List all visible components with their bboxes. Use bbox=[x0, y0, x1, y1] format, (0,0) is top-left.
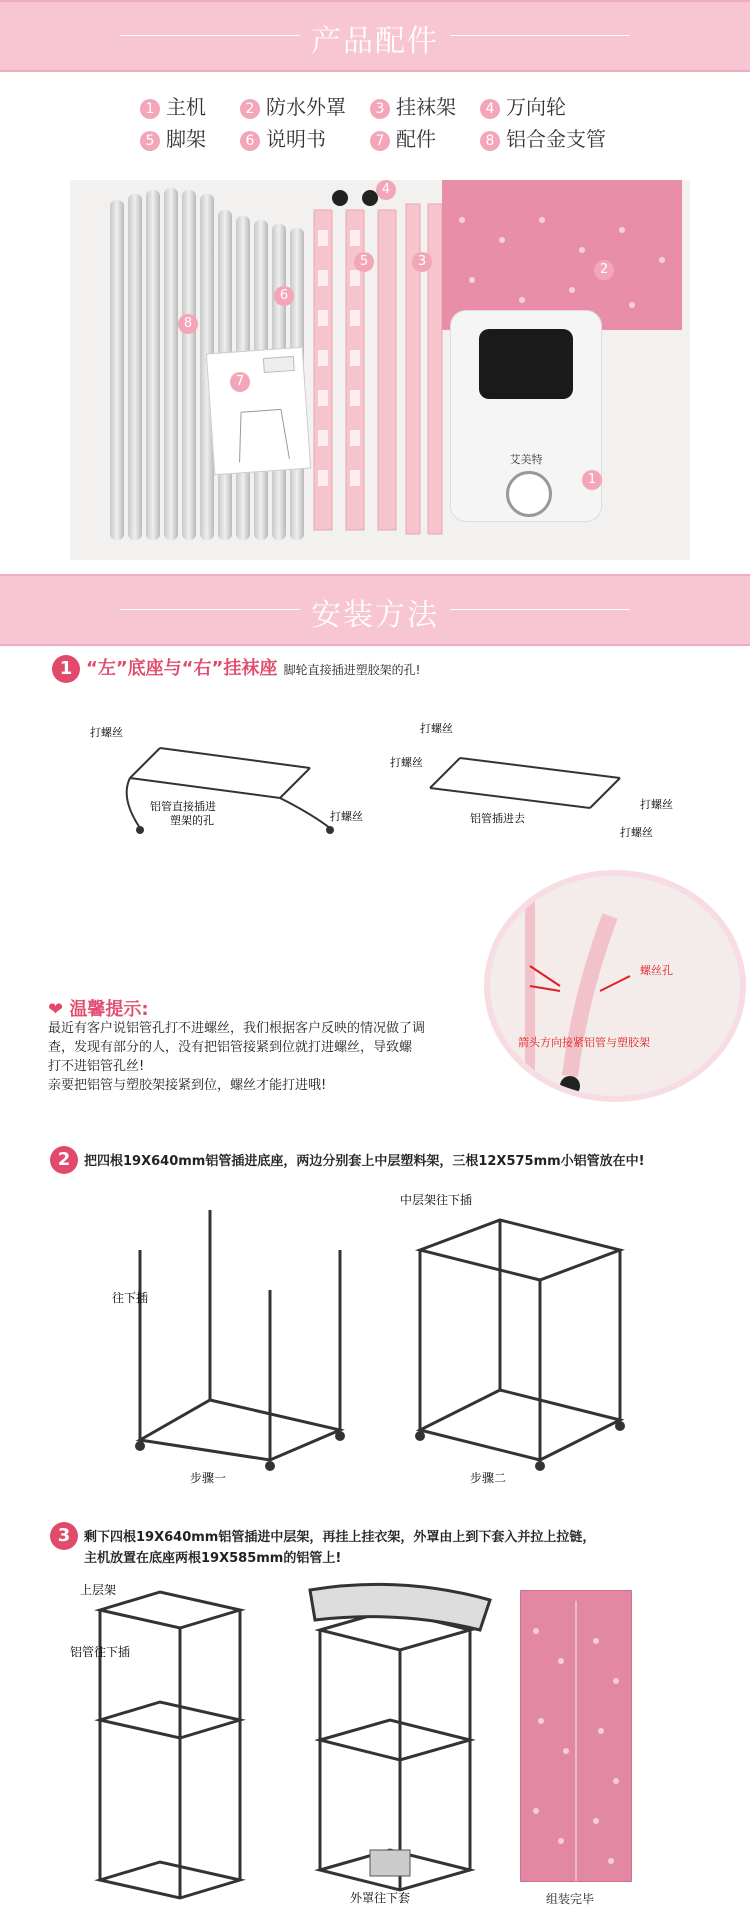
manual-drawing bbox=[207, 348, 310, 474]
parts-photo bbox=[70, 180, 690, 560]
label-pipe-hole: 塑架的孔 bbox=[170, 814, 214, 827]
part-1: 1 主机 bbox=[140, 94, 206, 120]
part-5: 5 脚架 bbox=[140, 126, 206, 152]
label-arrow-note: 箭头方向接紧铝管与塑胶架 bbox=[518, 1036, 650, 1049]
tag-7: 7 bbox=[230, 372, 250, 392]
tip-line: 打不进铝管孔丝! bbox=[48, 1059, 145, 1074]
label-mid-shelf: 中层架往下插 bbox=[400, 1193, 473, 1207]
brand-logo: 艾美特 bbox=[509, 453, 543, 466]
tip-line: 亲要把铝管与塑胶架接紧到位，螺丝才能打进哦! bbox=[48, 1078, 327, 1093]
banner-rule-right bbox=[450, 609, 630, 610]
label-step-two: 步骤二 bbox=[470, 1471, 507, 1485]
tag-4: 4 bbox=[376, 180, 396, 200]
closeup-drawing bbox=[490, 876, 740, 1096]
wardrobe-pattern bbox=[521, 1591, 631, 1881]
step3-text: 3 剩下四根19X640mm铝管插进中层架，再挂上挂衣架，外罩由上到下套入并拉上拉链， 主机放置在底座两根19X585mm的铝管上! bbox=[50, 1522, 730, 1568]
aluminum-tube bbox=[128, 194, 142, 540]
tag-5: 5 bbox=[354, 252, 374, 272]
cover-pattern bbox=[442, 180, 682, 330]
tag-8: 8 bbox=[178, 314, 198, 334]
tip-line: 最近有客户说铝管孔打不进螺丝，我们根据客户反映的情况做了调 bbox=[48, 1021, 426, 1036]
heart-icon: ❤ bbox=[48, 999, 70, 1020]
label-screw: 打螺丝 bbox=[620, 826, 653, 839]
tip-box bbox=[48, 1000, 488, 1095]
waterproof-cover bbox=[442, 180, 682, 330]
tag-3: 3 bbox=[412, 252, 432, 272]
finished-wardrobe bbox=[520, 1590, 632, 1882]
step3-line2: 主机放置在底座两根19X585mm的铝管上! bbox=[84, 1551, 342, 1566]
label-screw: 打螺丝 bbox=[90, 726, 123, 739]
step3-diagram-cover bbox=[300, 1580, 500, 1910]
part-8: 8 铝合金支管 bbox=[480, 126, 606, 152]
step2-diagram-one bbox=[110, 1190, 370, 1490]
label-done: 组装完毕 bbox=[546, 1892, 595, 1906]
tag-2: 2 bbox=[594, 260, 614, 280]
step1-title: 1 “左”底座与“右”挂袜座 脚轮直接插进塑胶架的孔! bbox=[52, 654, 420, 683]
label-screw: 打螺丝 bbox=[420, 722, 453, 735]
section-banner-install bbox=[0, 574, 750, 646]
label-step-one: 步骤一 bbox=[190, 1471, 227, 1485]
heater-vent bbox=[479, 329, 573, 399]
tag-6: 6 bbox=[274, 286, 294, 306]
step1-diagram-right bbox=[390, 718, 710, 848]
aluminum-tube bbox=[110, 200, 124, 540]
tip-heading: ❤ 温馨提示: bbox=[48, 999, 149, 1020]
section-title-install: 安装方法 bbox=[311, 598, 439, 633]
label-screw: 打螺丝 bbox=[640, 798, 673, 811]
label-top-shelf: 上层架 bbox=[80, 1583, 117, 1597]
step2-diagram-two bbox=[400, 1190, 650, 1490]
tag-1: 1 bbox=[582, 470, 602, 490]
label-pipe-insert: 铝管直接插进 bbox=[150, 800, 216, 813]
section-title-parts: 产品配件 bbox=[311, 24, 439, 59]
label-pipe-down: 铝管往下插 bbox=[70, 1645, 131, 1659]
label-screw: 打螺丝 bbox=[390, 756, 423, 769]
label-pipe-in: 铝管插进去 bbox=[470, 812, 525, 825]
step3-diagram-frame bbox=[70, 1580, 290, 1910]
aluminum-tube bbox=[146, 190, 160, 540]
label-down-insert: 往下插 bbox=[112, 1291, 149, 1305]
step2-text: 2 把四根19X640mm铝管插进底座，两边分别套上中层塑料架，三根12X575mm小铝管放在中! bbox=[50, 1146, 730, 1174]
label-screw-hole: 螺丝孔 bbox=[640, 964, 673, 977]
aluminum-tube bbox=[164, 188, 178, 540]
label-screw: 打螺丝 bbox=[330, 810, 363, 823]
step1-diagram-left bbox=[90, 718, 390, 848]
banner-rule-right bbox=[450, 35, 630, 36]
part-3: 3 挂袜架 bbox=[370, 94, 456, 120]
label-cover-down: 外罩往下套 bbox=[350, 1891, 411, 1905]
host-unit bbox=[450, 310, 602, 522]
aluminum-tube bbox=[182, 190, 196, 540]
section-banner-parts bbox=[0, 0, 750, 72]
part-6: 6 说明书 bbox=[240, 126, 326, 152]
part-2: 2 防水外罩 bbox=[240, 94, 346, 120]
plastic-frames bbox=[310, 190, 450, 550]
timer-knob bbox=[506, 471, 552, 517]
tip-line: 查，发现有部分的人，没有把铝管接紧到位就打进螺丝，导致螺 bbox=[48, 1040, 413, 1055]
part-4: 4 万向轮 bbox=[480, 94, 566, 120]
part-7: 7 配件 bbox=[370, 126, 436, 152]
manual-booklet bbox=[206, 347, 311, 475]
detail-closeup bbox=[484, 870, 746, 1102]
